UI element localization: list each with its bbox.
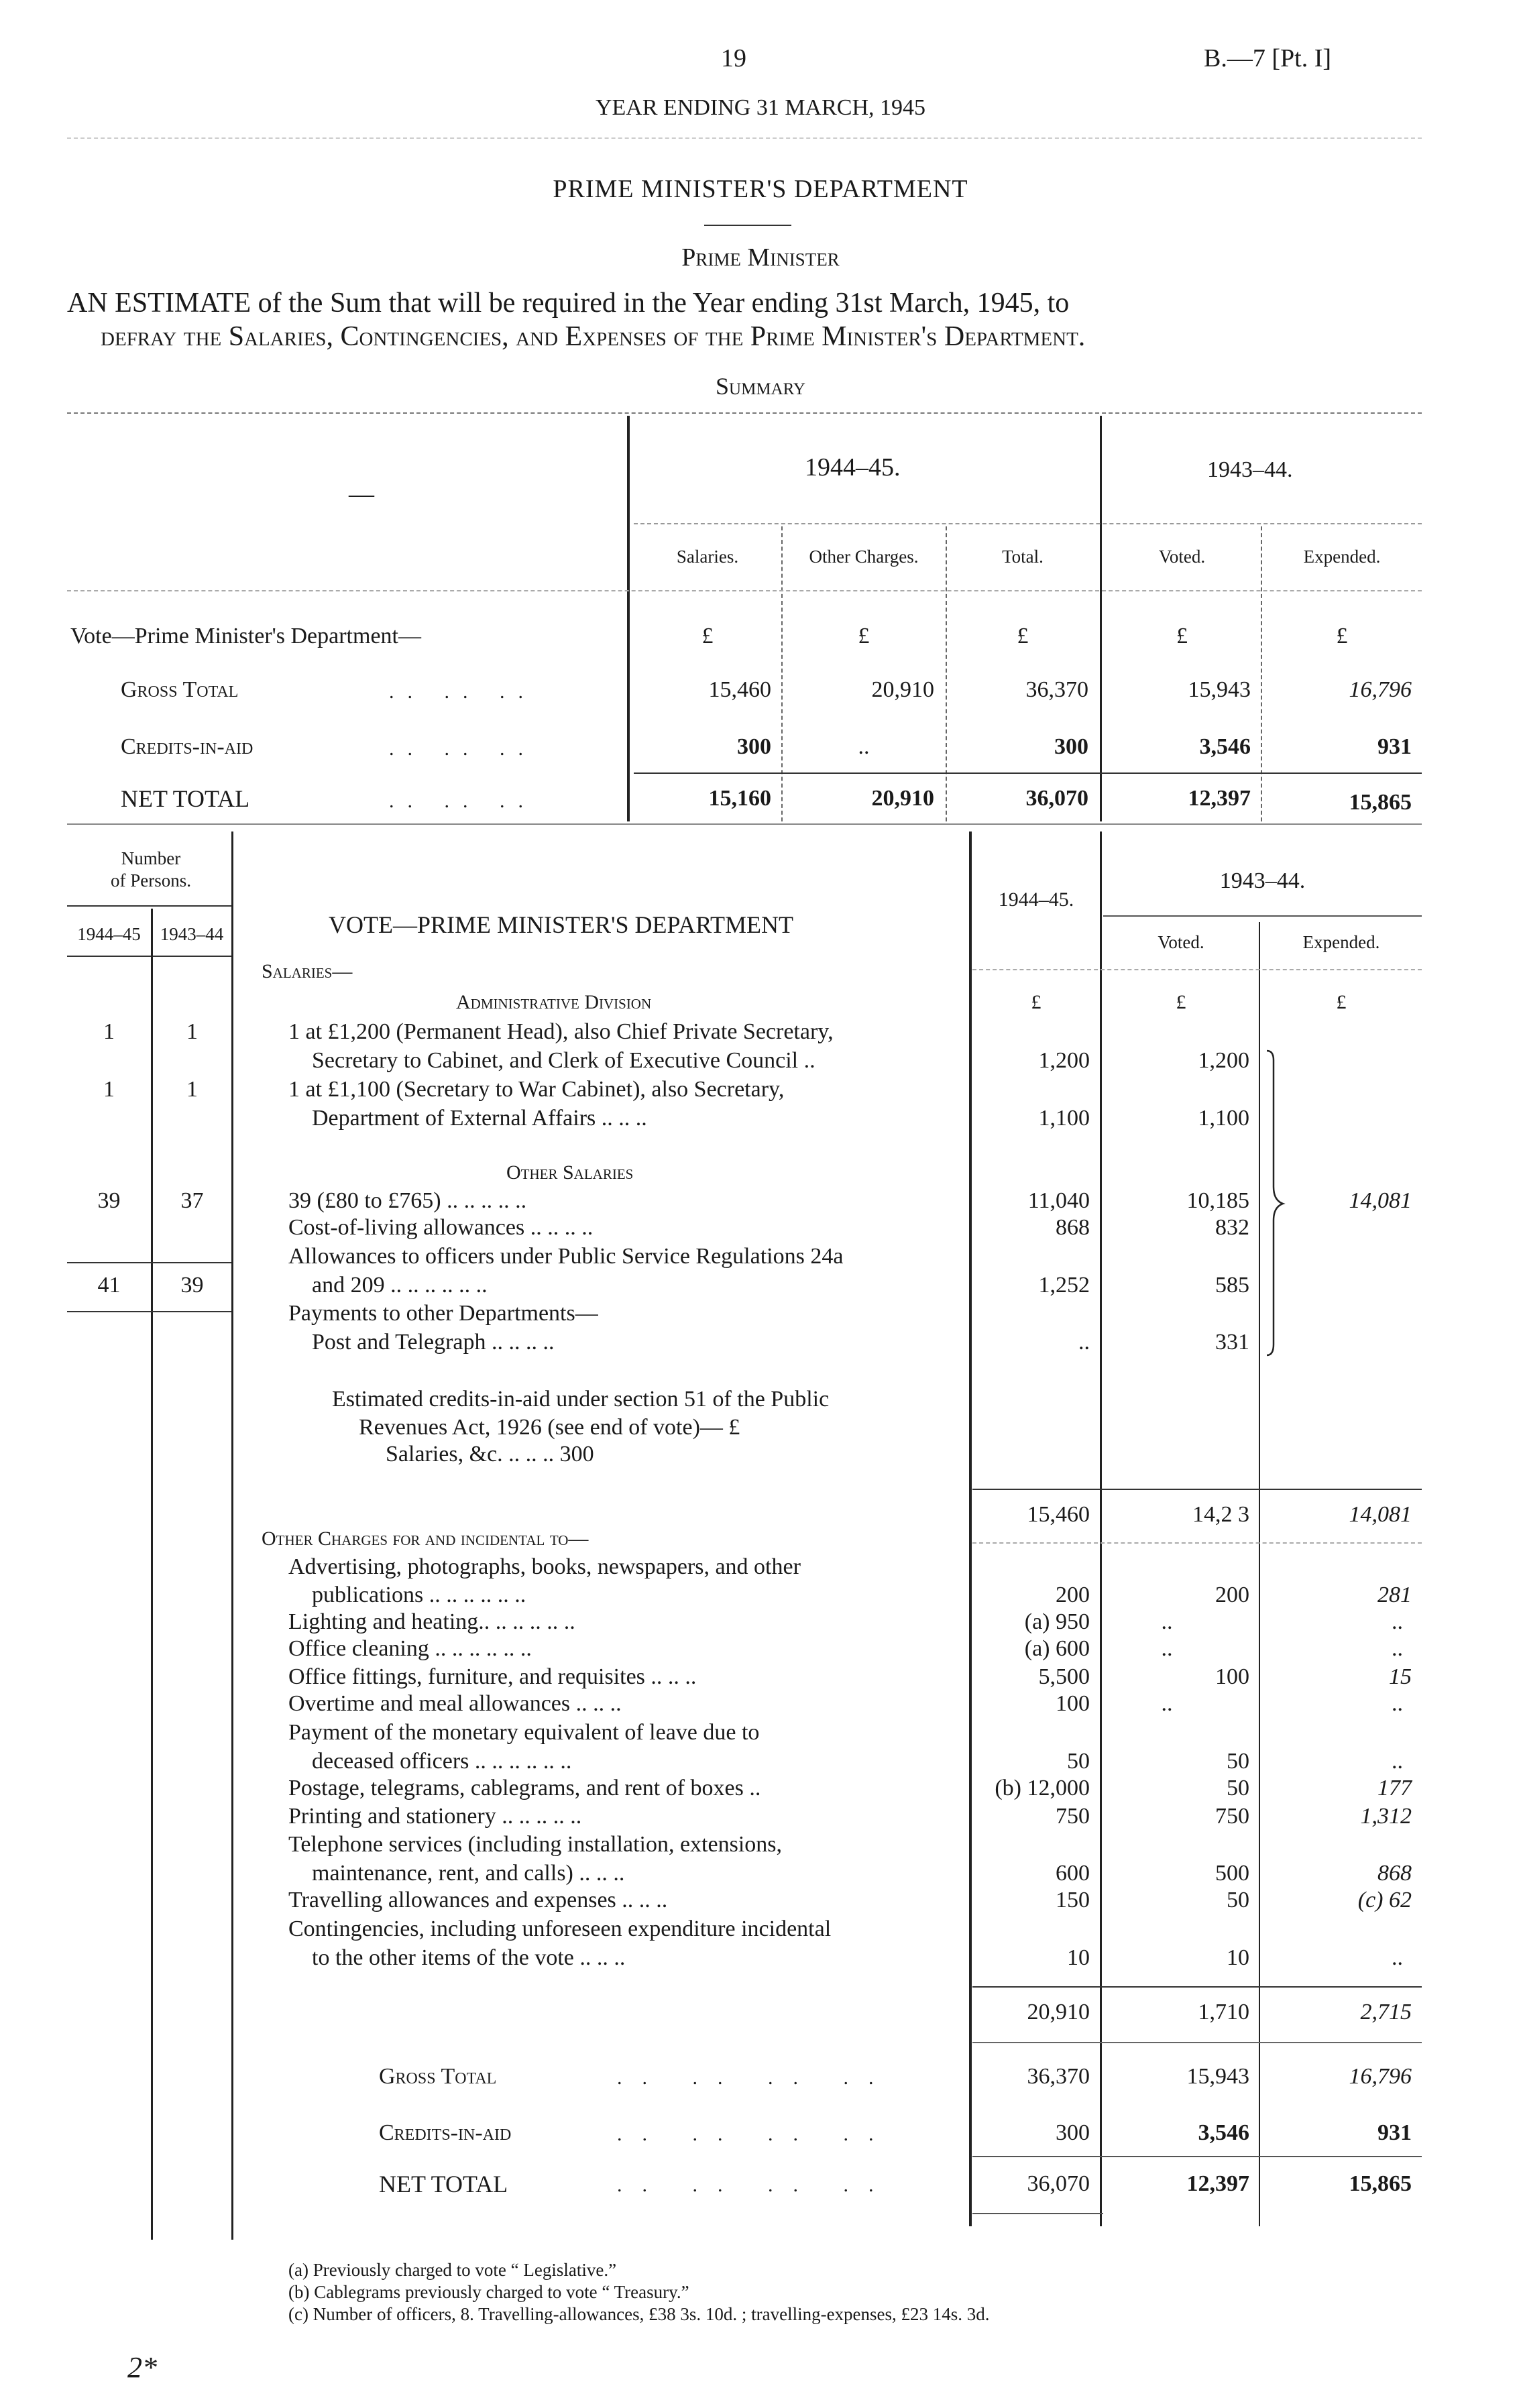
vote-title: VOTE—PRIME MINISTER'S DEPARTMENT	[329, 911, 794, 938]
persons-1943-other: 37	[180, 1188, 204, 1213]
signature-mark: 2*	[127, 2351, 157, 2384]
other-charge-line-6-expended: ..	[1392, 1691, 1403, 1716]
summary-gross-voted: 15,943	[1188, 677, 1251, 702]
summary-sub-total: Total.	[1002, 547, 1044, 567]
salary-line-4: Department of External Affairs .. .. ..	[312, 1106, 647, 1131]
title-underline	[704, 225, 791, 226]
other-charge-line-12-amount: 600	[1056, 1861, 1090, 1886]
prime-minister-subtitle: Prime Minister	[681, 243, 840, 272]
salaries-expended-total: 14,081	[1349, 1188, 1412, 1213]
salary-line-3: 1 at £1,100 (Secretary to War Cabinet), also Secretary,	[288, 1077, 785, 1102]
detail-sub-voted: Voted.	[1158, 932, 1204, 952]
summary-credits-voted: 3,546	[1199, 734, 1251, 759]
page-number: 19	[721, 44, 746, 72]
other-charge-line-6: Overtime and meal allowances .. .. ..	[288, 1691, 622, 1716]
persons-col-rule	[67, 956, 231, 957]
salaries-total-rule	[972, 1489, 1422, 1490]
footnote-c: (c) Number of officers, 8. Travelling-allowances, £38 3s. 10d. ; travelling-expenses, £23 14s. 3d.	[288, 2304, 990, 2324]
summary-vdash-3	[1261, 526, 1262, 821]
other-charge-line-5: Office fittings, furniture, and requisites .. .. ..	[288, 1664, 697, 1689]
summary-sub-voted: Voted.	[1158, 547, 1206, 567]
other-salaries-heading: Other Salaries	[506, 1161, 634, 1184]
persons-1944-admin-1: 1	[103, 1019, 115, 1044]
other-charge-line-14: Contingencies, including unforeseen expenditure incidental	[288, 1916, 832, 1941]
estimate-line-2: defray the Salaries, Contingencies, and Expenses of the Prime Minister's Department.	[101, 321, 1086, 352]
detail-vline-expended	[1259, 922, 1260, 2226]
salaries-total-expended: 14,081	[1349, 1502, 1412, 1527]
other-charge-line-9-expended: 177	[1377, 1776, 1412, 1800]
persons-col-1944: 1944–45	[77, 924, 141, 944]
salary-line-1: 1 at £1,200 (Permanent Head), also Chief Private Secretary,	[288, 1019, 834, 1044]
other-salary-line-1-amount: 11,040	[1027, 1188, 1090, 1213]
summary-credits-salaries: 300	[737, 734, 771, 759]
other-charge-line-8: deceased officers .. .. .. .. .. ..	[312, 1749, 572, 1774]
summary-col-1943: 1943–44.	[1207, 457, 1293, 482]
other-charge-line-4-voted: ..	[1161, 1636, 1173, 1661]
other-salary-line-2-voted: 832	[1215, 1215, 1249, 1240]
department-title: PRIME MINISTER'S DEPARTMENT	[553, 175, 968, 203]
persons-1943-admin-1: 1	[186, 1019, 198, 1044]
summary-net-label: NET TOTAL	[121, 785, 250, 812]
other-charge-line-3: Lighting and heating.. .. .. .. .. ..	[288, 1609, 575, 1634]
other-salary-line-2-amount: 868	[1056, 1215, 1090, 1240]
detail-net-rule	[972, 2156, 1422, 2157]
summary-gross-label: Gross Total	[121, 677, 239, 702]
other-charge-line-4: Office cleaning .. .. .. .. .. ..	[288, 1636, 532, 1661]
salary-line-2: Secretary to Cabinet, and Clerk of Executive Council ..	[312, 1048, 815, 1073]
summary-pound-4: £	[1176, 624, 1188, 648]
other-total-bottom-rule	[972, 2042, 1422, 2043]
summary-col-1944: 1944–45.	[805, 453, 901, 481]
summary-vline-left	[627, 416, 630, 821]
other-charge-line-6-amount: 100	[1056, 1691, 1090, 1716]
salary-line-4-amount: 1,100	[1038, 1106, 1090, 1131]
persons-1943-admin-2: 1	[186, 1077, 198, 1102]
credits-note-line-2: Revenues Act, 1926 (see end of vote)— £	[359, 1415, 740, 1440]
persons-total-rule	[67, 1311, 231, 1312]
other-salary-line-6-voted: 331	[1215, 1330, 1249, 1355]
summary-top-rule	[67, 412, 1422, 414]
other-salary-line-6: Post and Telegraph .. .. .. ..	[312, 1330, 555, 1355]
detail-gross-label: Gross Total	[379, 2064, 497, 2089]
summary-net-total: 36,070	[1025, 786, 1088, 811]
other-total-voted: 1,710	[1198, 2000, 1249, 2024]
other-total-rule	[972, 1986, 1422, 1988]
other-salary-line-6-amount: ..	[1078, 1330, 1090, 1355]
persons-1944-admin-2: 1	[103, 1077, 115, 1102]
other-salary-line-3: Allowances to officers under Public Service Regulations 24a	[288, 1244, 844, 1269]
year-ending-heading: YEAR ENDING 31 MARCH, 1945	[595, 95, 926, 120]
detail-1943-rule	[1103, 915, 1422, 917]
detail-pound-voted: £	[1176, 991, 1186, 1013]
other-charge-line-2-voted: 200	[1215, 1583, 1249, 1607]
other-charge-line-3-expended: ..	[1392, 1609, 1403, 1634]
other-charge-line-8-amount: 50	[1067, 1749, 1090, 1774]
other-salary-line-4: and 209 .. .. .. .. .. ..	[312, 1273, 488, 1298]
other-charge-line-7: Payment of the monetary equivalent of leave due to	[288, 1720, 760, 1745]
other-charge-line-10-voted: 750	[1215, 1804, 1249, 1829]
detail-net-1944: 36,070	[1027, 2171, 1090, 2196]
other-charge-line-5-amount: 5,500	[1038, 1664, 1090, 1689]
summary-sub-other: Other Charges.	[809, 547, 919, 567]
other-charge-line-6-voted: ..	[1161, 1691, 1173, 1716]
detail-net-voted: 12,397	[1186, 2171, 1249, 2196]
detail-vline-1943	[1100, 832, 1102, 2226]
persons-subtotal-rule	[67, 1262, 231, 1263]
summary-credits-label: Credits-in-aid	[121, 734, 253, 759]
salary-line-2-voted: 1,200	[1198, 1048, 1249, 1073]
summary-vline-mid	[1100, 416, 1102, 821]
other-salary-line-4-amount: 1,252	[1038, 1273, 1090, 1298]
other-charge-line-10-expended: 1,312	[1360, 1804, 1412, 1829]
other-charge-line-10: Printing and stationery .. .. .. .. ..	[288, 1804, 582, 1829]
persons-vline-right	[231, 832, 233, 2240]
summary-sub-salaries: Salaries.	[676, 547, 739, 567]
footnote-a: (a) Previously charged to vote “ Legislative.”	[288, 2260, 617, 2280]
other-charge-line-13-expended: (c) 62	[1357, 1888, 1412, 1912]
credits-note-line-3: Salaries, &c. .. .. .. 300	[386, 1442, 594, 1467]
footnote-b: (b) Cablegrams previously charged to vote “ Treasury.”	[288, 2282, 689, 2302]
summary-head-rule	[67, 590, 1422, 591]
other-charge-line-2-expended: 281	[1377, 1583, 1412, 1607]
detail-credits-1944: 300	[1056, 2120, 1090, 2145]
summary-net-other: 20,910	[871, 786, 934, 811]
other-total-1944: 20,910	[1027, 2000, 1090, 2024]
summary-vdash-1	[781, 526, 783, 821]
other-charge-line-3-voted: ..	[1161, 1609, 1173, 1634]
summary-stub-dash: —	[349, 480, 374, 508]
persons-header-2: of Persons.	[111, 870, 191, 891]
estimate-line-1: AN ESTIMATE of the Sum that will be required in the Year ending 31st March, 1945, to	[67, 288, 1070, 319]
detail-gross-expended: 16,796	[1349, 2064, 1412, 2089]
summary-vdash-2	[946, 526, 947, 821]
other-charge-line-1: Advertising, photographs, books, newspapers, and other	[288, 1554, 801, 1579]
summary-credits-dots: .. .. ..	[389, 738, 537, 760]
detail-col-1944: 1944–45.	[998, 888, 1074, 911]
summary-gross-other: 20,910	[871, 677, 934, 702]
detail-col-1943: 1943–44.	[1219, 868, 1306, 893]
summary-pound-3: £	[1017, 624, 1029, 648]
summary-net-salaries: 15,160	[708, 786, 771, 811]
salaries-heading: Salaries—	[262, 960, 353, 982]
other-salary-line-2: Cost-of-living allowances .. .. .. ..	[288, 1215, 594, 1240]
detail-gross-1944: 36,370	[1027, 2064, 1090, 2089]
other-charge-line-15-amount: 10	[1067, 1945, 1090, 1970]
document-reference: B.—7 [Pt. I]	[1204, 44, 1331, 72]
other-charge-line-8-expended: ..	[1392, 1749, 1403, 1774]
detail-bottom-rule	[972, 2213, 1103, 2214]
persons-header-rule	[67, 905, 231, 907]
other-salary-line-4-voted: 585	[1215, 1273, 1249, 1298]
other-charge-line-15: to the other items of the vote .. .. ..	[312, 1945, 626, 1970]
other-charge-line-13-amount: 150	[1056, 1888, 1090, 1912]
detail-net-label: NET TOTAL	[379, 2171, 508, 2197]
persons-col-1943: 1943–44	[160, 924, 224, 944]
summary-sub-expended: Expended.	[1303, 547, 1381, 567]
persons-vline-mid	[151, 909, 153, 2240]
other-charge-line-11: Telephone services (including installation, extensions,	[288, 1832, 782, 1857]
other-salary-line-1: 39 (£80 to £765) .. .. .. .. ..	[288, 1188, 527, 1213]
persons-1944-other: 39	[97, 1188, 121, 1213]
detail-credits-voted: 3,546	[1198, 2120, 1249, 2145]
persons-1944-total: 41	[97, 1273, 121, 1298]
other-charge-line-13-voted: 50	[1227, 1888, 1249, 1912]
other-charge-line-4-amount: (a) 600	[1024, 1636, 1090, 1661]
summary-bottom-rule	[67, 823, 1422, 825]
detail-pound-1944: £	[1031, 991, 1041, 1013]
detail-pound-expended: £	[1336, 991, 1347, 1013]
summary-net-rule	[634, 772, 1422, 774]
summary-gross-dots: .. .. ..	[389, 681, 537, 703]
detail-net-expended: 15,865	[1349, 2171, 1412, 2196]
persons-1943-total: 39	[180, 1273, 204, 1298]
other-charge-line-10-amount: 750	[1056, 1804, 1090, 1829]
detail-credits-expended: 931	[1377, 2120, 1412, 2145]
summary-pound-5: £	[1336, 624, 1348, 648]
other-charge-line-15-expended: ..	[1392, 1945, 1403, 1970]
salaries-total-1944: 15,460	[1027, 1502, 1090, 1527]
summary-credits-expended: 931	[1377, 734, 1412, 759]
other-charge-line-2-amount: 200	[1056, 1583, 1090, 1607]
other-charge-line-13: Travelling allowances and expenses .. .. ..	[288, 1888, 668, 1912]
summary-pound-1: £	[701, 624, 714, 648]
other-charge-line-9-voted: 50	[1227, 1776, 1249, 1800]
detail-head-rule	[972, 969, 1422, 970]
detail-credits-label: Credits-in-aid	[379, 2120, 512, 2145]
header-rule	[67, 137, 1422, 139]
detail-credits-dots: .. .. .. ..	[617, 2123, 894, 2145]
detail-gross-dots: .. .. .. ..	[617, 2067, 894, 2089]
summary-net-expended: 15,865	[1349, 790, 1412, 815]
other-salary-line-1-voted: 10,185	[1186, 1188, 1249, 1213]
detail-net-dots: .. .. .. ..	[617, 2174, 894, 2196]
summary-pound-2: £	[858, 624, 870, 648]
summary-net-dots: .. .. ..	[389, 790, 537, 812]
salary-line-2-amount: 1,200	[1038, 1048, 1090, 1073]
other-charges-heading: Other Charges for and incidental to—	[262, 1528, 589, 1550]
other-charge-line-9-amount: (b) 12,000	[995, 1776, 1090, 1800]
other-charge-line-15-voted: 10	[1227, 1945, 1249, 1970]
summary-gross-salaries: 15,460	[708, 677, 771, 702]
summary-gross-total: 36,370	[1025, 677, 1088, 702]
other-charge-line-2: publications .. .. .. .. .. ..	[312, 1583, 526, 1607]
summary-net-voted: 12,397	[1188, 786, 1251, 811]
other-charge-line-5-voted: 100	[1215, 1664, 1249, 1689]
salaries-total-bottom-rule	[972, 1542, 1422, 1544]
other-charge-line-3-amount: (a) 950	[1024, 1609, 1090, 1634]
credits-note-line-1: Estimated credits-in-aid under section 51 of the Public	[332, 1387, 830, 1412]
other-charge-line-5-expended: 15	[1389, 1664, 1412, 1689]
detail-sub-expended: Expended.	[1302, 932, 1380, 952]
other-charge-line-12-expended: 868	[1377, 1861, 1412, 1886]
other-salary-line-5: Payments to other Departments—	[288, 1301, 598, 1326]
summary-credits-other: ..	[858, 734, 870, 759]
summary-sub-rule	[634, 523, 1422, 524]
other-total-expended: 2,715	[1360, 2000, 1412, 2024]
other-charge-line-9: Postage, telegrams, cablegrams, and rent of boxes ..	[288, 1776, 761, 1800]
administrative-division-heading: Administrative Division	[456, 991, 652, 1013]
detail-gross-voted: 15,943	[1186, 2064, 1249, 2089]
other-charge-line-12-voted: 500	[1215, 1861, 1249, 1886]
summary-gross-expended: 16,796	[1349, 677, 1412, 702]
summary-vote-label: Vote—Prime Minister's Department—	[70, 624, 421, 648]
salaries-total-voted: 14,2 3	[1192, 1502, 1249, 1527]
detail-vline-amount	[969, 832, 972, 2226]
salary-line-4-voted: 1,100	[1198, 1106, 1249, 1131]
persons-header-1: Number	[121, 848, 181, 868]
other-charge-line-8-voted: 50	[1227, 1749, 1249, 1774]
other-charge-line-12: maintenance, rent, and calls) .. .. ..	[312, 1861, 625, 1886]
summary-credits-total: 300	[1054, 734, 1088, 759]
other-charge-line-4-expended: ..	[1392, 1636, 1403, 1661]
summary-title: Summary	[716, 373, 805, 400]
